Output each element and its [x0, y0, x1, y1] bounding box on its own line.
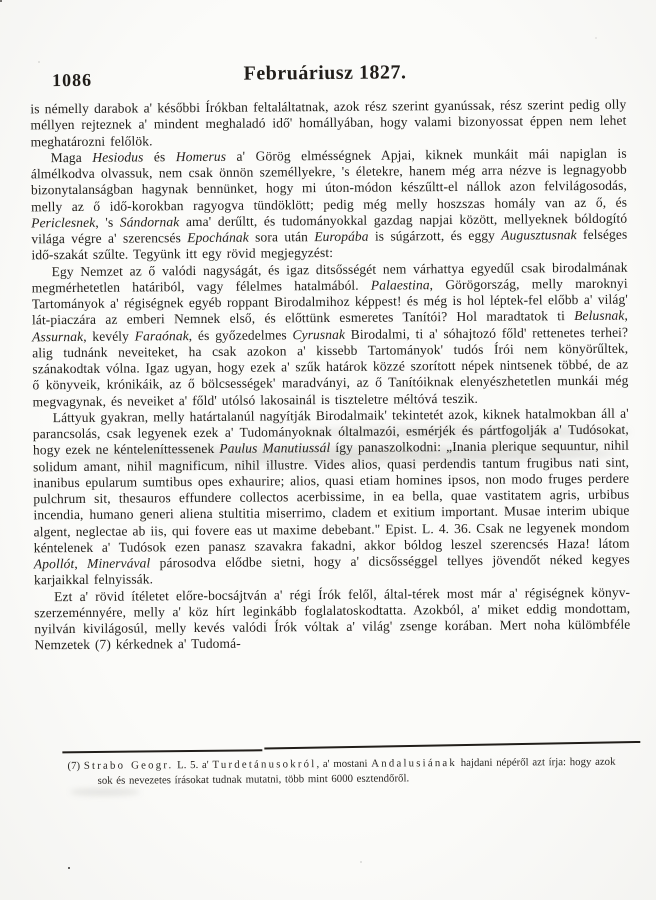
italic-text-run: Europába: [314, 228, 369, 245]
text-run: ama' derűltt, és tudományokkal gazdag napjai között, mellyeknek bóldogító világa végre a' szerencsés: [31, 210, 628, 247]
body-text: [30, 97, 630, 654]
text-run: hajdani népéről azt írja: hogy azok sok és nevezetes írásokat tudnak mutatni, több mint 6000 esztendőről.: [97, 755, 616, 787]
italic-text-run: Periclesnek: [31, 214, 96, 231]
text-run: a' Görög elmésségnek Apjai, kiknek munkáit mái napiglan is álmélkodva olvassuk, nem csak önnön személlyekre, 's életekre, hanem még arra nézve is legnagyobb bizonytalanságban hagynak bennünket, hogy mi úton-módon készűltt-el nállok azon felvilágosodás, melly az ő idő-korokban ragyogva tündöklött; pedig még melly hoszszas homály van az ő, és: [30, 145, 628, 214]
text-run: így panaszolkodni: „Inania plerique sequuntur, nihil solidum amant, nihil magnificum, nihil illustre. Vides alios, quasi perdendis tantum frugibus nati sint, inanibus epularum sumtibus opes exhaurire; alios, quasi etiam homines ipsos, non modo fruges perdere pulchrum sit, thesauros effundere collectos acerbissime, in ea bella, quae vastitatem agris, urbibus incendia, humano generi aliena stultitia miserrimo, cladem et exitium important. Musae interim ubique algent, neglectae ab iis, qui fovere eas ut maxime debebant." Epist. L. 4. 36. Csak ne legyenek mondom kéntelenek a' Tudósok ezen panasz szavakra fakadni, akkor bóldog leszel szerencsés Haza! látom: [33, 437, 630, 556]
text-run: , kevély: [83, 328, 135, 344]
text-run: L. 5. a': [173, 758, 213, 772]
italic-text-run: Augusztusnak: [501, 227, 577, 243]
text-run: Maga: [50, 149, 93, 165]
text-run: sora után: [248, 229, 315, 245]
page-number: 1086: [52, 69, 93, 91]
footnote-separator-rule: [62, 742, 640, 755]
text-run: , Görögország, melly maroknyi Tartományok a' régiségnek egyéb roppant Birodalmihoz képpest! és még is hol léptek-fel előbb a' világ' lát-piaczára az emberi Nemnek első, és előttünk esmeretes Tanítói? Hol maradtatok ti: [31, 275, 628, 328]
text-run: felséges idő-szakát szűlte. Tegyünk itt egy rövid megjegyzést:: [31, 226, 628, 263]
text-run: Láttyuk gyakran, melly határtalanúl nagyítják Birodalmaik' tekintetét azok, kiknek hatalmokban áll a' parancsolás, csak legyenek ezek a' Tudományoknak óltalmazói, esmérjék és pártfogolják a' Tudósokat, hogy ezek ne kénteleníttessenek: [32, 405, 629, 458]
footnote-rule-right-segment: [264, 741, 640, 749]
paragraph: [34, 584, 630, 654]
text-run: (7): [67, 759, 84, 773]
italic-text-run: Epochának: [187, 229, 249, 246]
text-run: ,: [624, 307, 629, 323]
italic-text-run: Faraónak: [134, 327, 189, 344]
text-run: , 's: [95, 214, 120, 230]
footnote: [35, 755, 615, 789]
italic-text-run: Homerus: [175, 148, 227, 164]
text-run: Egy Nemzet az ő valódi nagyságát, és igaz ditsősségét nem várhattya egyedűl csak birodalmának megmérhetetlen határiból, vagy félelmes hatalmából.: [31, 259, 628, 296]
italic-text-run: Apollót: [33, 555, 75, 572]
text-run: párosodva elődbe sietni, hogy a' dicsősséggel tellyes jövendőt néked kegyes karjaikkal felnyissák.: [33, 551, 630, 588]
page-header: [0, 59, 653, 98]
letterspaced-text-run: Andalusiának: [371, 756, 458, 770]
italic-text-run: Sándornak: [119, 213, 180, 230]
letterspaced-text-run: Strabo Geogr.: [83, 759, 174, 772]
italic-text-run: Assurnak: [32, 328, 84, 344]
text-run: , a' mostani: [316, 757, 372, 771]
paragraph: [32, 259, 629, 410]
text-run: Birodalmi, ti a' sóhajtozó főld' rettenetes terhei? alig tudnánk neveiteket, ha csak azokon a' kissebb Tartományok' tudós Írói nem könyörűltek, szánakodtak vólna. Igaz ugyan, hogy ezek a' szűk határok közzé szorított népek nintsenek többé, de az ő könyveik, krónikáik, az ő bölcsességek' maradványi, az ő Tanítóiknak elenyészhetetlen munkái még megvagynak, és neveiket a' főld' utólsó lakosainál is tiszteletre méltóvá teszik.: [32, 324, 629, 409]
italic-text-run: Paulus Manutiussál: [219, 440, 331, 457]
text-run: is súgárzott, és eggy: [368, 227, 502, 244]
letterspaced-text-run: Turdetánusokról: [212, 758, 317, 771]
text-run: és: [143, 148, 176, 165]
italic-text-run: Cyrusnak: [292, 326, 346, 342]
text-run: is némelly darabok a' későbbi Írókban feltaláltatnak, azok rész szerint gyanússak, rész szerint pedig olly méllyen rejteznek a' mindent meghaladó idő' homállyában, hogy valami bizonyossat éppen nem lehet meghatározni felőlök.: [30, 96, 627, 149]
italic-text-run: Belusnak: [574, 307, 625, 324]
italic-text-run: Palaestina: [370, 276, 430, 293]
italic-text-run: Hesiodus: [92, 149, 144, 165]
text-run: Ezt a' rövid ítéletet előre-bocsájtván a' régi Írók felől, által-térek most már a' régiségnek könyv-szerzeménnyére, melly a' köz hírt leginkább foglalatoskodtatta. Azokból, a' miket eddig mondottam, nyilván kivilágosúl, melly kevés valódi Írók vóltak a' világ' zsenge korában. Mert noha külömbféle Nemzetek (7) kérkednek a' Tudomá-: [34, 584, 631, 653]
text-run: ,: [74, 555, 88, 571]
paragraph: [30, 97, 626, 150]
paragraph: [33, 405, 630, 588]
page-title: Februáriusz 1827.: [243, 61, 407, 85]
text-run: , és győzedelmes: [188, 326, 293, 343]
footnote-rule-left-segment: [62, 749, 262, 753]
italic-text-run: Minervával: [87, 555, 151, 571]
paragraph: [31, 145, 628, 263]
